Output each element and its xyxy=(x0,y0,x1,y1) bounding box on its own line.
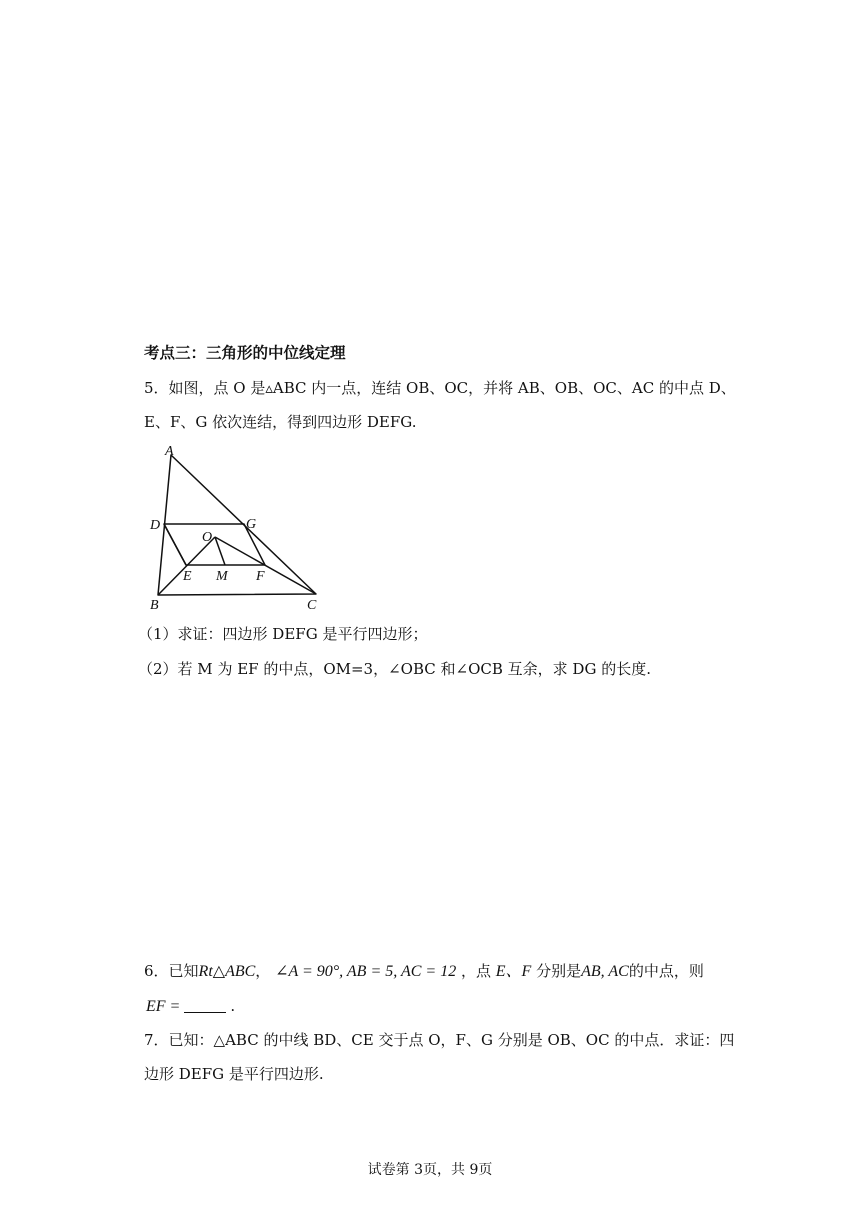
q6-period: . xyxy=(230,997,236,1015)
label-d: D xyxy=(150,518,161,533)
q5-line2: E、F、G 依次连结，得到四边形 DEFG. xyxy=(144,413,417,431)
section-heading: 考点三：三角形的中位线定理 xyxy=(144,344,346,362)
q6-text-end: 的中点，则 xyxy=(628,962,704,980)
q6-segments: AB, AC xyxy=(581,963,629,980)
q6-triangle: Rt△ABC xyxy=(198,963,256,980)
q6-points: E、F xyxy=(495,963,532,980)
q6-sep: ， xyxy=(255,962,271,980)
label-m: M xyxy=(216,569,228,584)
label-e: E xyxy=(183,569,192,584)
label-c: C xyxy=(307,598,317,613)
q6-text-mid1: ，点 xyxy=(460,962,491,980)
label-a: A xyxy=(165,444,174,459)
q5-part1: （1）求证：四边形 DEFG 是平行四边形； xyxy=(138,625,428,643)
q7-line1: 7．已知：△ABC 的中线 BD、CE 交于点 O，F、G 分别是 OB、OC 的中点．求证：四 xyxy=(144,1031,735,1049)
answer-blank xyxy=(184,998,226,1013)
page-footer: 试卷第 3页，共 9页 xyxy=(367,1162,493,1178)
segment-de xyxy=(164,524,186,565)
q6-number: 6．已知 xyxy=(144,962,199,980)
segment-ob xyxy=(158,537,215,595)
q5-part2: （2）若 M 为 EF 的中点，OM=3，∠OBC 和∠OCB 互余，求 DG 的长度. xyxy=(138,660,651,678)
q6-text-mid2: 分别是 xyxy=(536,962,582,980)
label-g: G xyxy=(246,517,257,532)
q7-line2: 边形 DEFG 是平行四边形. xyxy=(144,1065,324,1083)
q6-conditions: ∠A = 90°, AB = 5, AC = 12 xyxy=(275,963,457,980)
label-o: O xyxy=(202,530,213,545)
triangle-figure xyxy=(140,438,340,616)
q6-line1 xyxy=(144,960,704,983)
q5-line1: 5．如图，点 O 是▵ABC 内一点，连结 OB、OC，并将 AB、OB、OC、AC 的中点 D、 xyxy=(144,379,736,397)
q6-ef: EF = xyxy=(146,998,181,1015)
label-f: F xyxy=(256,569,265,584)
q6-line2 xyxy=(146,995,235,1018)
triangle-abc xyxy=(158,455,316,595)
label-b: B xyxy=(150,598,159,613)
